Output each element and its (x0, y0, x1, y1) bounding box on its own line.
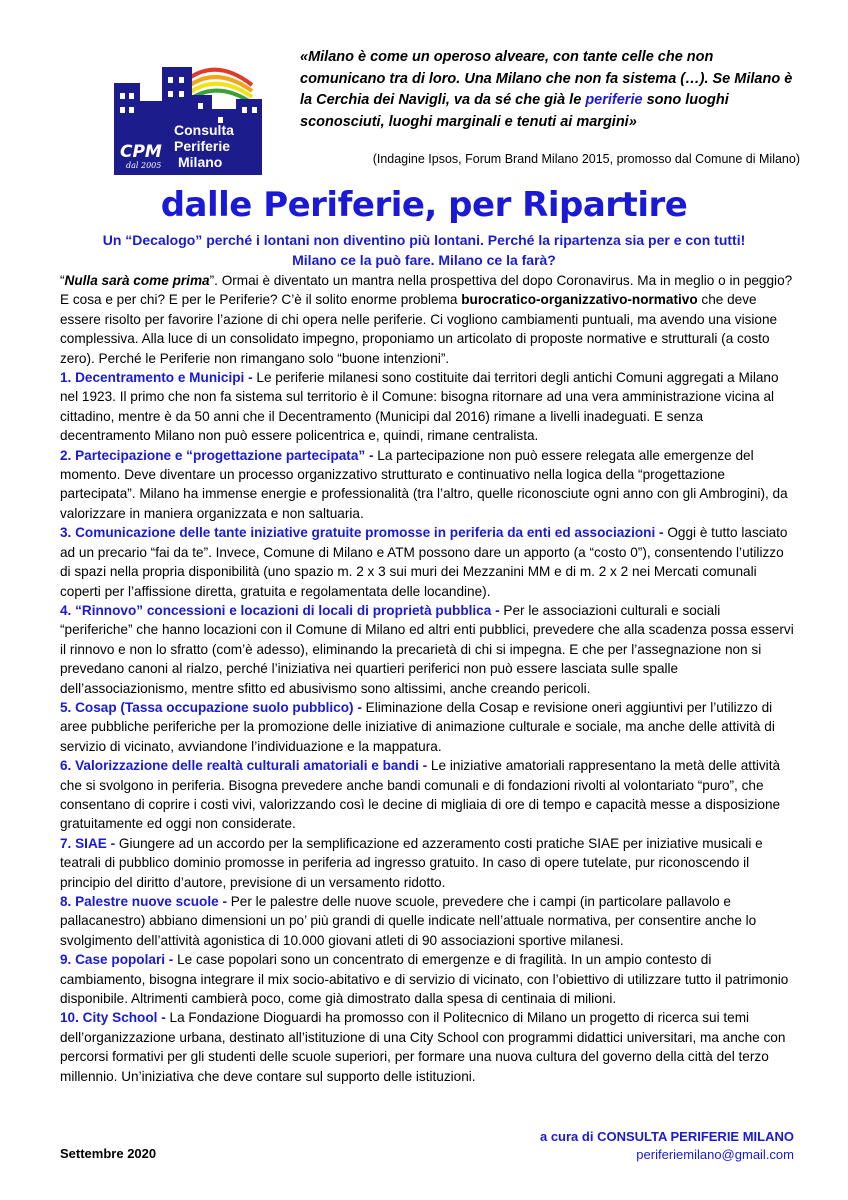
decalogue-point: 3. Comunicazione delle tante iniziative gratuite promosse in periferia da enti ed associazioni - Oggi è tutto lasciato ad un precario “fai da te”. Invece, Comune di Milano e ATM possono dare un apporto (a “costo 0”), consentendo l’utilizzo di spazi nella propria disponibilità (uno spazio m. 2 x 3 sui muri dei Mezzanini MM e di m. 2 x 2 nei Mercati comunali coperti per l’affissione diretta, gratuita e regolamentata delle locandine). (60, 525, 788, 599)
decalogue-point: 6. Valorizzazione delle realtà culturali amatoriali e bandi - Le iniziative amatoriali rappresentano la metà delle attività che si svolgono in periferia. Bisogna prevedere anche bandi comunali e di fondazioni rivolti al volontariato “puro”, che consentano di coprire i costi vivi, valorizzando così le decine di migliaia di ore di tempo e capacità messe a disposizione gratuitamente ed oggi non considerate. (60, 758, 781, 832)
logo-abbr: CPM (120, 142, 162, 162)
decalogue-point: 2. Partecipazione e “progettazione partecipata” - La partecipazione non può essere relegata alle emergenze del momento. Deve diventare un processo organizzativo strutturato e continuativo nella logica della “progettazione partecipata”. Milano ha immense energie e professionalità (tra l’altro, quelle riconosciute ogni anno con gli Ambrogini), da valorizzare in maniera organizzata e non saltuaria. (60, 447, 788, 521)
decalogue-point: 5. Cosap (Tassa occupazione suolo pubblico) - Eliminazione della Cosap e revisione oneri aggiuntivi per l’utilizzo di aree pubbliche periferiche per la promozione delle iniziative di animazione culturale e sociale, ma anche delle attività di servizio di vicinato, avviandone l’individuazione e la mappatura. (60, 699, 775, 754)
point-heading: 5. Cosap (Tassa occupazione suolo pubblico) - (60, 699, 362, 715)
decalogue-point: 1. Decentramento e Municipi - Le periferie milanesi sono costituite dai territori degli antichi Comuni aggregati a Milano nel 1923. Il primo che non fa sistema sul territorio è il Comune: bisogna ritornare ad una vera amministrazione vicina al cittadino, mentre è da 50 anni che il Decentramento (Municipi dal 2016) rimane a livelli inadeguati. E senza decentramento Milano non può essere policentrica e, quindi, rimane centralista. (60, 370, 779, 444)
point-heading: 4. “Rinnovo” concessioni e locazioni di locali di proprietà pubblica - (60, 602, 500, 618)
decalogue-point: 4. “Rinnovo” concessioni e locazioni di locali di proprietà pubblica - Per le associazioni culturali e sociali “periferiche” che hanno locazioni con il Comune di Milano ed altri enti pubblici, prevedere che alla scadenza possa esservi il rinnovo e non lo sfratto (com’è adesso), eliminando la precarietà di chi si impegna. E che per l’assegnazione non si prevedano canoni al rialzo, perché l’iniziativa nei quartieri periferici non può essere lasciata sulle spalle dell’associazionismo, mentre sfitto ed abusivismo sono altissimi, anche creando pericoli. (60, 602, 794, 696)
logo-since: dal 2005 (126, 161, 162, 170)
decalogue-point: 8. Palestre nuove scuole - Per le palestre delle nuove scuole, prevedere che i campi (in particolare pallavolo e pallacanestro) abbiano dimensioni un po’ più grandi di quelle indicate nell’attuale normativa, per consentire anche lo svolgimento dell’attività agonistica di 10.000 giovani atleti di 90 associazioni sportive milanesi. (60, 894, 757, 948)
logo-line1: Consulta (174, 122, 234, 138)
footer-credit: a cura di CONSULTA PERIFERIE MILANO (539, 1129, 794, 1144)
intro-paragraph: “Nulla sarà come prima”. Ormai è diventato un mantra nella prospettiva del dopo Coronavirus. Ma in meglio o in peggio? E cosa e per chi? E per le Periferie? C’è il solito enorme problema burocratico-organizzativo-normativo che deve essere risolto per favorire l’azione di chi opera nelle periferie. Ci vogliono cambiamenti puntuali, ma avendo una visione complessiva. Alla luce di un consolidato impegno, proponiamo un articolato di proposte normative e strutturali (a costo zero). Perché le Periferie non rimangano solo “buone intenzioni”. (60, 273, 793, 366)
point-heading: 7. SIAE - (60, 835, 116, 851)
decalogue-point: 10. City School - La Fondazione Dioguardi ha promosso con il Politecnico di Milano un progetto di ricerca sui temi dell’organizzazione urbana, destinato all’istituzione di una City School con programmi didattici universitari, ma anche con percorsi formativi per gli studenti delle scuole superiori, per formare una nuova cultura del governo della città del terzo millennio. Un’iniziativa che deve contare sul supporto delle istituzioni. (60, 1010, 786, 1084)
point-heading: 10. City School - (60, 1010, 166, 1026)
decalogue-point: 9. Case popolari - Le case popolari sono un concentrato di emergenze e di fragilità. In un ampio contesto di cambiamento, bisogna integrare il mix socio-abitativo e di servizio di vicinato, con l’obiettivo di utilizzare tutto il patrimonio disponibile. Altrimenti cambierà poco, come già dimostrato dalla spesa di centinaia di milioni. (60, 952, 789, 1007)
logo-line2: Periferie (174, 138, 231, 154)
quote-source: (Indagine Ipsos, Forum Brand Milano 2015, promosso dal Comune di Milano) (372, 152, 800, 166)
footer-email-link[interactable]: periferiemilano@gmail.com (636, 1147, 794, 1162)
opening-quote: «Milano è come un operoso alveare, con tante celle che non comunicano tra di loro. Una Milano che non fa sistema (…). Se Milano è la Cerchia dei Navigli, va da sé che già le periferie sono luoghi sconosciuti, luoghi marginali e tenuti ai margini» (300, 49, 793, 130)
decalogue-point: 7. SIAE - Giungere ad un accordo per la semplificazione ed azzeramento costi pratiche SIAE per iniziative musicali e teatrali di pubblico dominio promosse in periferia ad ingresso gratuito. In caso di opere tutelate, pur riconoscendo il principio del diritto d’autore, previsione di un versamento ridotto. (60, 835, 763, 890)
city-skyline-logo-icon (112, 55, 264, 175)
footer-credit-block (540, 1128, 794, 1164)
point-heading: 1. Decentramento e Municipi - (60, 370, 253, 386)
point-heading: 8. Palestre nuove scuole - (60, 894, 227, 909)
point-heading: 9. Case popolari - (60, 952, 174, 968)
point-heading: 3. Comunicazione delle tante iniziative gratuite promosse in periferia da enti ed associazioni - (60, 525, 664, 541)
quote-highlight: periferie (585, 92, 643, 108)
page-title: dalle Periferie, per Ripartire (160, 185, 688, 225)
document-body (60, 271, 795, 1086)
cpm-logo (112, 55, 264, 175)
footer-date: Settembre 2020 (60, 1146, 157, 1161)
logo-line3: Milano (178, 154, 223, 170)
point-heading: 6. Valorizzazione delle realtà culturali amatoriali e bandi - (60, 758, 428, 774)
point-heading: 2. Partecipazione e “progettazione partecipata” - (60, 447, 374, 463)
page-subtitle: Un “Decalogo” perché i lontani non diventino più lontani. Perché la ripartenza sia per e con tutti! Milano ce la può fare. Milano ce la farà? (102, 232, 746, 268)
